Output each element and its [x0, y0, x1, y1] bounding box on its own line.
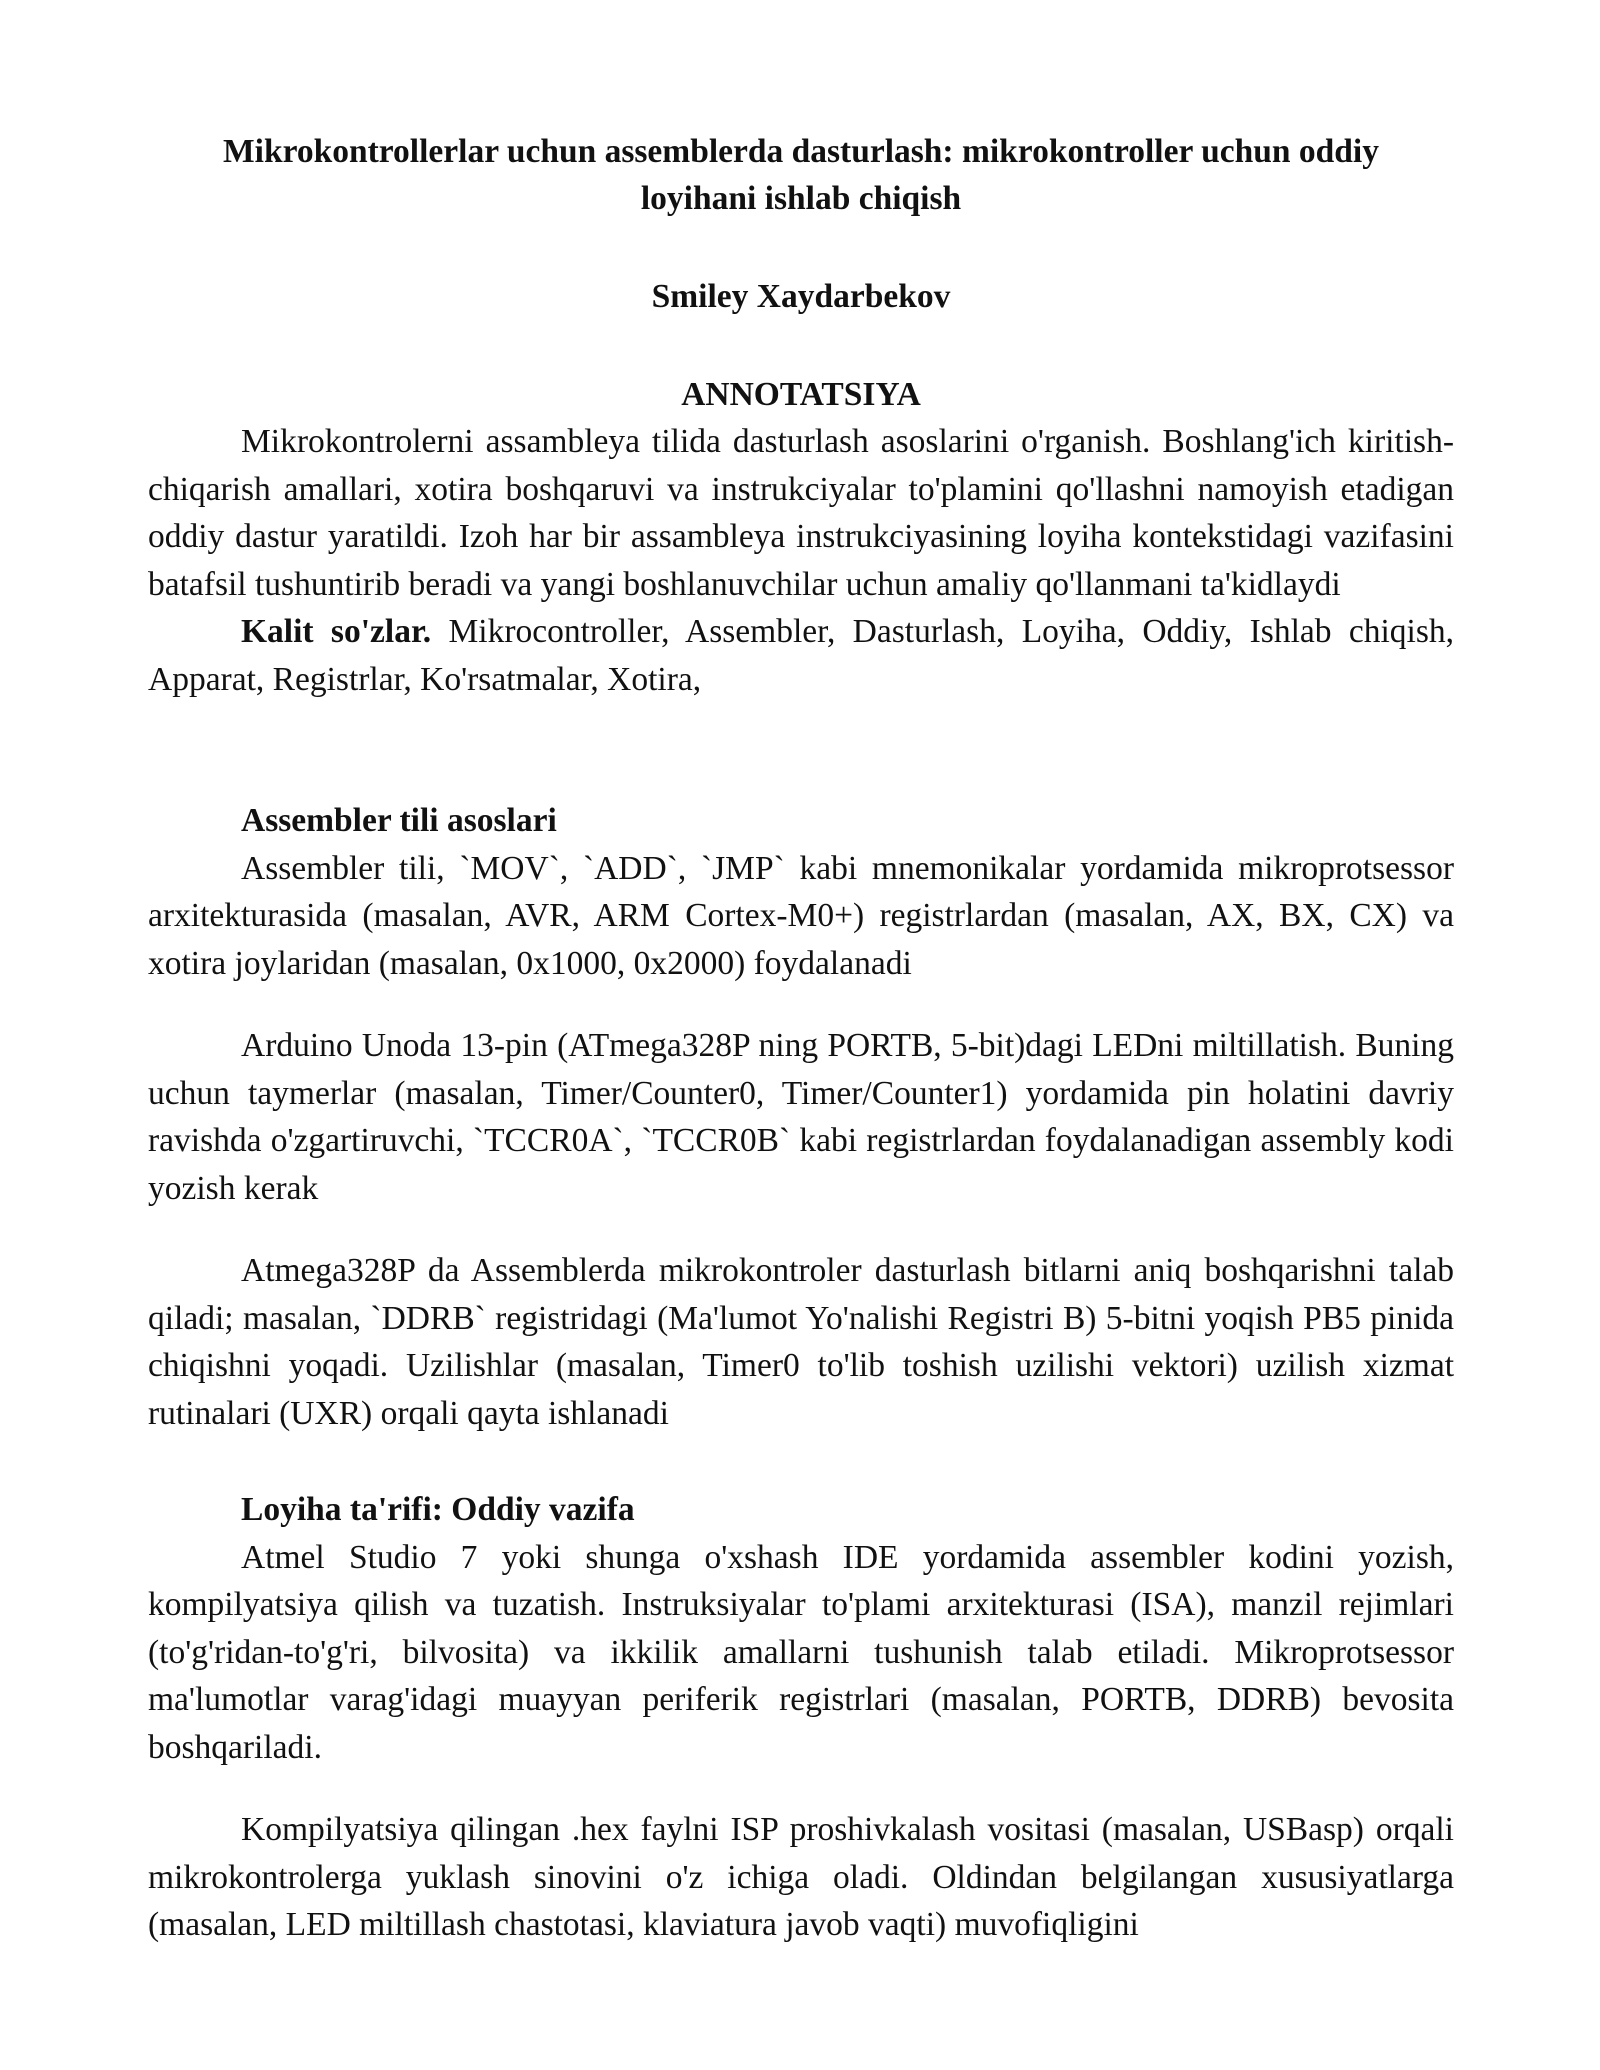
section2-paragraph-1: Atmel Studio 7 yoki shunga o'xshash IDE yordamida assembler kodini yozish, kompilyatsiya qilish va tuzatish. Instruksiyalar to'plami arxitekturasi (ISA), manzil rejimlari (to'g'ridan-to'g'ri, bilvosita) va ikkilik amallarni tushunish talab etiladi. Mikroprotsessor ma'lumotlar varag'idagi muayyan periferik registrlari (masalan, PORTB, DDRB) bevosita boshqariladi.	[148, 1538, 1454, 1766]
author-name: Smiley Xaydarbekov	[651, 278, 951, 315]
section2-paragraph-2: Kompilyatsiya qilingan .hex faylni ISP proshivkalash vositasi (masalan, USBasp) orqali mikrokontrolerga yuklash sinovini o'z ichiga oladi. Oldindan belgilangan xususiyatlarga (masalan, LED miltillash chastotasi, klaviatura javob vaqti) muvofiqligini	[148, 1811, 1454, 1943]
document-page	[148, 128, 1454, 1949]
annotation-paragraph: Mikrokontrolerni assambleya tilida dasturlash asoslarini o'rganish. Boshlang'ich kiritish-chiqarish amallari, xotira boshqaruvi va instrukciyalar to'plamini qo'llashni namoyish etadigan oddiy dastur yaratildi. Izoh har bir assambleya instrukciyasining loyiha kontekstidagi vazifasini batafsil tushuntirib beradi va yangi boshlanuvchilar uchun amaliy qo'llanmani ta'kidlaydi	[148, 423, 1454, 603]
document-title: Mikrokontrollerlar uchun assemblerda dasturlash: mikrokontroller uchun oddiy loyihani ishlab chiqish	[223, 133, 1379, 217]
keywords-list: Mikrocontroller, Assembler, Dasturlash, Loyiha, Oddiy, Ishlab chiqish, Apparat, Registrlar, Ko'rsatmalar, Xotira,	[148, 613, 1454, 698]
keywords-paragraph	[148, 608, 1454, 703]
section-heading: Assembler tili asoslari	[241, 802, 557, 839]
keywords-label: Kalit so'zlar.	[241, 613, 432, 650]
annotation-heading: ANNOTATSIYA	[681, 375, 921, 413]
section-heading: Loyiha ta'rifi: Oddiy vazifa	[241, 1491, 635, 1528]
section1-paragraph-1: Assembler tili, `MOV`, `ADD`, `JMP` kabi mnemonikalar yordamida mikroprotsessor arxitekturasida (masalan, AVR, ARM Cortex-M0+) registrlardan (masalan, AX, BX, CX) va xotira joylaridan (masalan, 0x1000, 0x2000) foydalanadi	[148, 849, 1454, 982]
section1-paragraph-3: Atmega328P da Assemblerda mikrokontroler dasturlash bitlarni aniq boshqarishni talab qiladi; masalan, `DDRB` registridagi (Ma'lumot Yo'nalishi Registri B) 5-bitni yoqish PB5 pinida chiqishni yoqadi. Uzilishlar (masalan, Timer0 to'lib toshish uzilishi vektori) uzilish xizmat rutinalari (UXR) orqali qayta ishlanadi	[148, 1252, 1454, 1432]
section1-paragraph-2: Arduino Unoda 13-pin (ATmega328P ning PORTB, 5-bit)dagi LEDni miltillatish. Buning uchun taymerlar (masalan, Timer/Counter0, Timer/Counter1) yordamida pin holatini davriy ravishda o'zgartiruvchi, `TCCR0A`, `TCCR0B` kabi registrlardan foydalanadigan assembly kodi yozish kerak	[148, 1027, 1454, 1207]
